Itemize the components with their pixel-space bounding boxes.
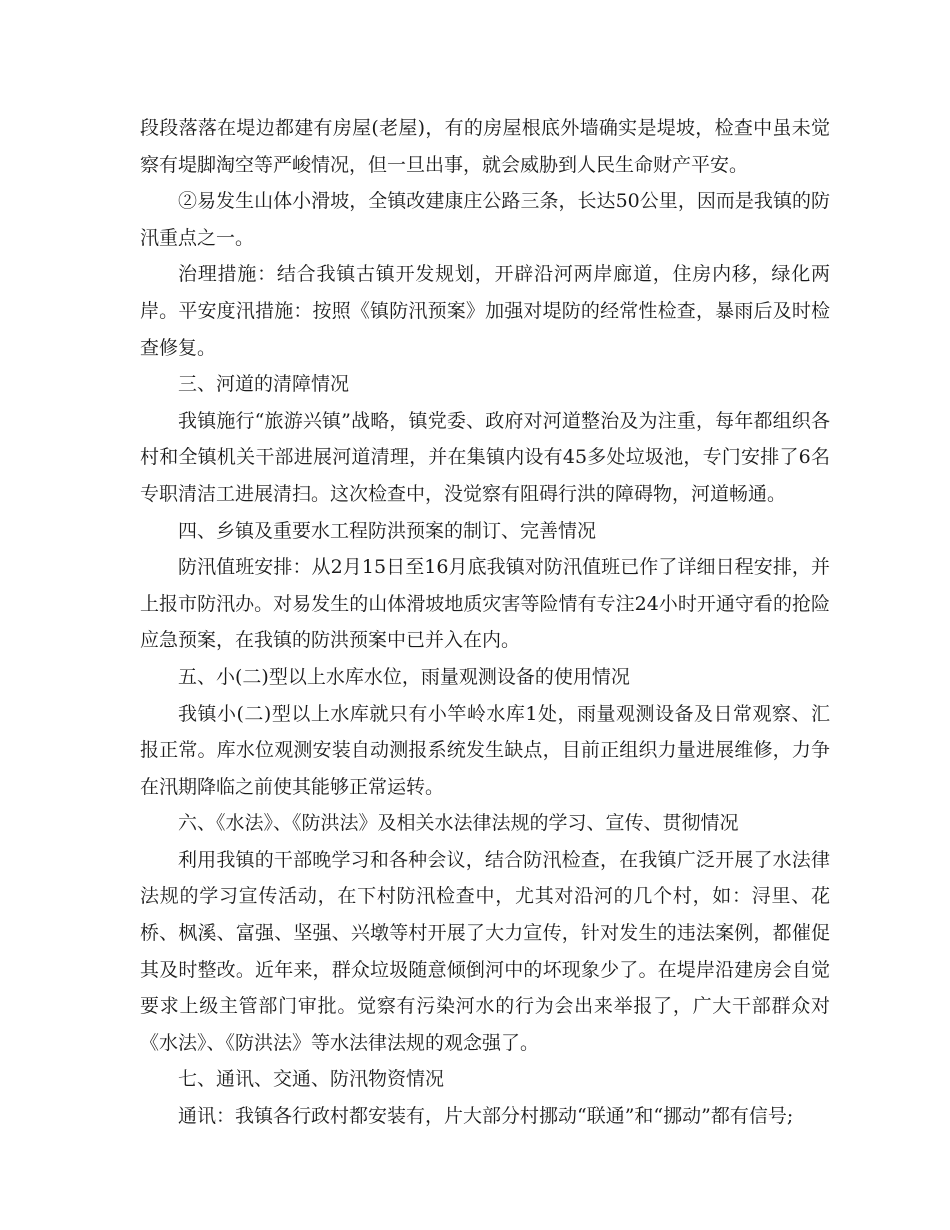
section-heading-5: 五、小(二)型以上水库水位，雨量观测设备的使用情况	[178, 665, 630, 688]
section-heading-3: 三、河道的清障情况	[178, 373, 350, 396]
paragraph-measures: 治理措施：结合我镇古镇开发规划，开辟沿河两岸廊道，住房内移，绿化两岸。平安度汛措施：按照《镇防汛预案》加强对堤防的经常性检查，暴雨后及时检查修复。	[140, 263, 830, 359]
paragraph-communication: 通讯：我镇各行政村都安装有，片大部分村挪动“联通”和“挪动”都有信号;	[178, 1105, 794, 1128]
paragraph-continuation: 段段落落在堤边都建有房屋(老屋)，有的房屋根底外墙确实是堤坡，检查中虽未觉察有堤脚淘空等严峻情况，但一旦出事，就会威胁到人民生命财产平安。	[140, 117, 830, 176]
section-heading-6: 六、《水法》、《防洪法》及相关水法律法规的学习、宣传、贯彻情况	[178, 812, 739, 835]
paragraph-duty-arrangement: 防汛值班安排：从2月15日至16月底我镇对防汛值班已作了详细日程安排，并上报市防汛办。对易发生的山体滑坡地质灾害等险情有专注24小时开通守看的抢险应急预案，在我镇的防洪预案中已并入在内。	[140, 556, 830, 652]
paragraph-river-clearing: 我镇施行“旅游兴镇”战略，镇党委、政府对河道整治及为注重，每年都组织各村和全镇机关干部进展河道清理，并在集镇内设有45多处垃圾池，专门安排了6名专职清洁工进展清扫。这次检查中，没觉察有阻碍行洪的障碍物，河道畅通。	[140, 409, 830, 505]
paragraph-water-law: 利用我镇的干部晚学习和各种会议，结合防汛检查，在我镇广泛开展了水法律法规的学习宣传活动，在下村防汛检查中，尤其对沿河的几个村，如：浔里、花桥、枫溪、富强、坚强、兴墩等村开展了大力宣传，针对发生的违法案例，都催促其及时整改。近年来，群众垃圾随意倾倒河中的坏现象少了。在堤岸沿建房会自觉要求上级主管部门审批。觉察有污染河水的行为会出来举报了，广大干部群众对《水法》、《防洪法》等水法律法规的观念强了。	[140, 848, 830, 1054]
section-heading-4: 四、乡镇及重要水工程防洪预案的制订、完善情况	[178, 519, 597, 542]
paragraph-reservoir: 我镇小(二)型以上水库就只有小竿岭水库1处，雨量观测设备及日常观察、汇报正常。库水位观测安装自动测报系统发生缺点，目前正组织力量进展维修，力争在汛期降临之前使其能够正常运转。	[140, 702, 830, 798]
document-body	[140, 110, 830, 1135]
section-heading-7: 七、通讯、交通、防汛物资情况	[178, 1068, 445, 1091]
paragraph-landslide: ②易发生山体小滑坡，全镇改建康庄公路三条，长达50公里，因而是我镇的防汛重点之一。	[140, 190, 830, 249]
